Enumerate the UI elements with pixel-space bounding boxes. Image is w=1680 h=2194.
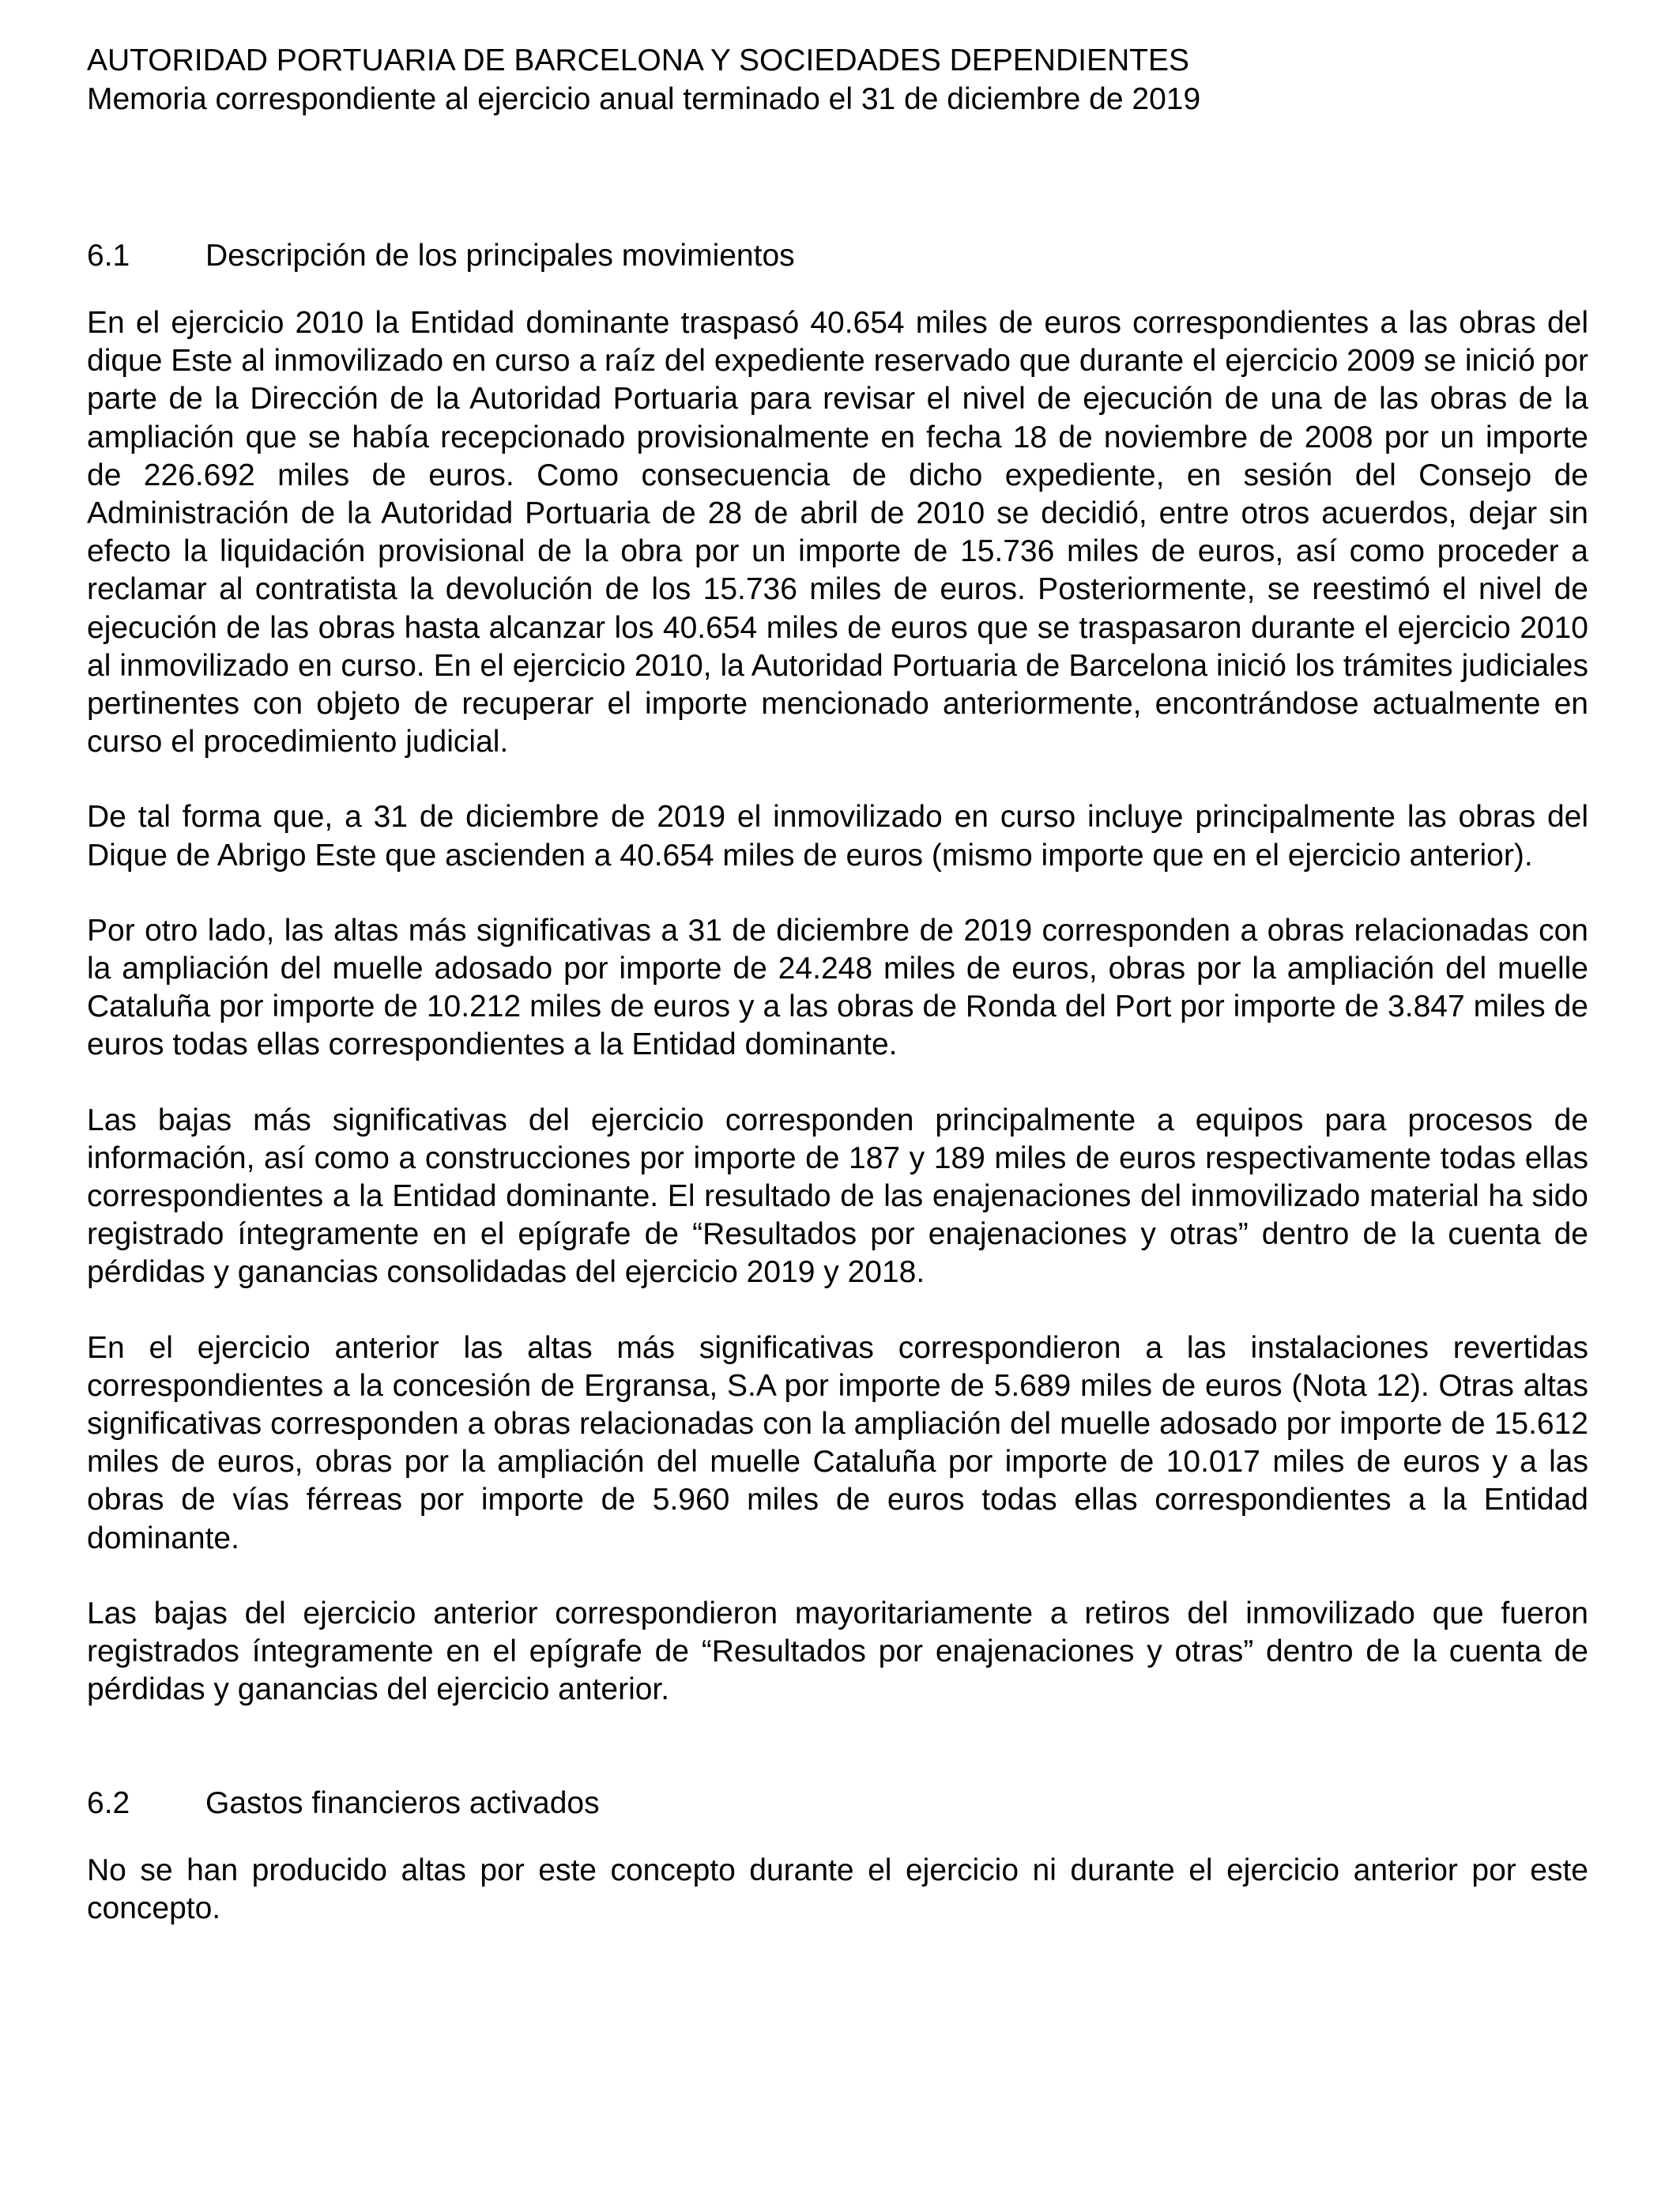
document-header-title: AUTORIDAD PORTUARIA DE BARCELONA Y SOCIEDADES DEPENDIENTES xyxy=(87,43,1189,77)
section-heading xyxy=(87,237,1588,275)
paragraph: Las bajas del ejercicio anterior correspondieron mayoritariamente a retiros del inmovilizado que fueron registrados íntegramente en el epígrafe de “Resultados por enajenaciones y otras” dentro de la cuenta de pérdidas y ganancias del ejercicio anterior. xyxy=(87,1596,1588,1707)
section-heading xyxy=(87,1785,1588,1823)
paragraph: No se han producido altas por este concepto durante el ejercicio ni durante el ejercicio anterior por este concepto. xyxy=(87,1853,1588,1925)
paragraph: En el ejercicio anterior las altas más significativas correspondieron a las instalaciones revertidas correspondientes a la concesión de Ergransa, S.A por importe de 5.689 miles de euros (Nota 12). Otras altas significativas corresponden a obras relacionadas con la ampliación del muelle adosado por importe de 15.612 miles de euros, obras por la ampliación del muelle Cataluña por importe de 10.017 miles de euros y a las obras de vías férreas por importe de 5.960 miles de euros todas ellas correspondientes a la Entidad dominante. xyxy=(87,1330,1588,1555)
paragraph: En el ejercicio 2010 la Entidad dominante traspasó 40.654 miles de euros correspondientes a las obras del dique Este al inmovilizado en curso a raíz del expediente reservado que durante el ejercicio 2009 se inició por parte de la Dirección de la Autoridad Portuaria para revisar el nivel de ejecución de una de las obras de la ampliación que se había recepcionado provisionalmente en fecha 18 de noviembre de 2008 por un importe de 226.692 miles de euros. Como consecuencia de dicho expediente, en sesión del Consejo de Administración de la Autoridad Portuaria de 28 de abril de 2010 se decidió, entre otros acuerdos, dejar sin efecto la liquidación provisional de la obra por un importe de 15.736 miles de euros, así como proceder a reclamar al contratista la devolución de los 15.736 miles de euros. Posteriormente, se reestimó el nivel de ejecución de las obras hasta alcanzar los 40.654 miles de euros que se traspasaron durante el ejercicio 2010 al inmovilizado en curso. En el ejercicio 2010, la Autoridad Portuaria de Barcelona inició los trámites judiciales pertinentes con objeto de recuperar el importe mencionado anteriormente, encontrándose actualmente en curso el procedimiento judicial. xyxy=(87,306,1588,760)
paragraph: De tal forma que, a 31 de diciembre de 2019 el inmovilizado en curso incluye principalmente las obras del Dique de Abrigo Este que ascienden a 40.654 miles de euros (mismo importe que en el ejercicio anterior). xyxy=(87,800,1588,873)
section-title: Gastos financieros activados xyxy=(205,1785,600,1820)
document-header-subtitle: Memoria correspondiente al ejercicio anual terminado el 31 de diciembre de 2019 xyxy=(87,82,1201,116)
section-number: 6.2 xyxy=(87,1785,130,1820)
section-6-2 xyxy=(87,1785,1588,1928)
section-number: 6.1 xyxy=(87,239,130,273)
paragraph: Las bajas más significativas del ejercicio corresponden principalmente a equipos para procesos de información, así como a construcciones por importe de 187 y 189 miles de euros respectivamente todas ellas correspondientes a la Entidad dominante. El resultado de las enajenaciones del inmovilizado material ha sido registrado íntegramente en el epígrafe de “Resultados por enajenaciones y otras” dentro de la cuenta de pérdidas y ganancias consolidadas del ejercicio 2019 y 2018. xyxy=(87,1103,1588,1290)
document-page xyxy=(87,41,1588,1928)
section-title: Descripción de los principales movimientos xyxy=(205,239,795,273)
paragraph: Por otro lado, las altas más significativas a 31 de diciembre de 2019 corresponden a obras relacionadas con la ampliación del muelle adosado por importe de 24.248 miles de euros, obras por la ampliación del muelle Cataluña por importe de 10.212 miles de euros y a las obras de Ronda del Port por importe de 3.847 miles de euros todas ellas correspondientes a la Entidad dominante. xyxy=(87,913,1588,1062)
section-6-1 xyxy=(87,237,1588,1710)
